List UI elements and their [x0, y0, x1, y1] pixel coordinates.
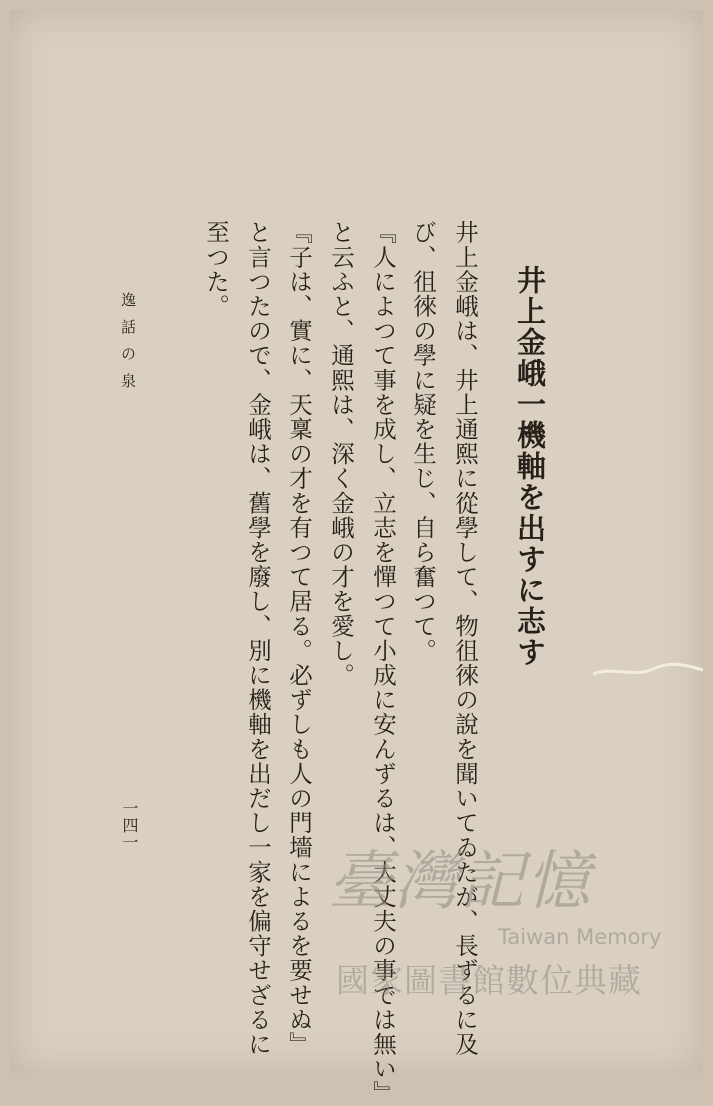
book-page — [10, 10, 703, 1106]
paper-tear-mark — [593, 660, 703, 682]
body-line-5: 『子は、實に、天稟の才を有つて居る。必ずしも人の門墻によるを要せぬ』 — [285, 220, 313, 1057]
body-line-3: 『人によつて事を成し、立志を憚つて小成に安んずるは、大丈夫の事では無い』 — [369, 220, 397, 1106]
section-heading: 井上金峨一機軸を出すに志す — [513, 265, 547, 668]
body-line-4: と云ふと、通熙は、深く金峨の才を愛し。 — [327, 220, 355, 688]
watermark — [328, 830, 678, 1000]
body-line-1: 井上金峨は、井上通熙に從學して、物徂徠の說を聞いてゐたが、長ずるに及 — [451, 220, 479, 1057]
watermark-logo-text: 臺灣記憶 — [328, 845, 592, 919]
body-line-6: と言つたので、金峨は、舊學を廢し、別に機軸を出だし一家を偏守せざるに — [244, 220, 272, 1057]
watermark-english: Taiwan Memory — [498, 925, 662, 949]
watermark-library: 國家圖書館數位典藏 — [336, 961, 642, 1000]
body-line-2: び、徂徠の學に疑を生じ、自ら奮つて。 — [409, 220, 437, 663]
running-title: 逸話の泉 — [119, 292, 137, 400]
page-number: 一四一 — [120, 800, 139, 851]
body-line-7: 至つた。 — [202, 220, 230, 319]
